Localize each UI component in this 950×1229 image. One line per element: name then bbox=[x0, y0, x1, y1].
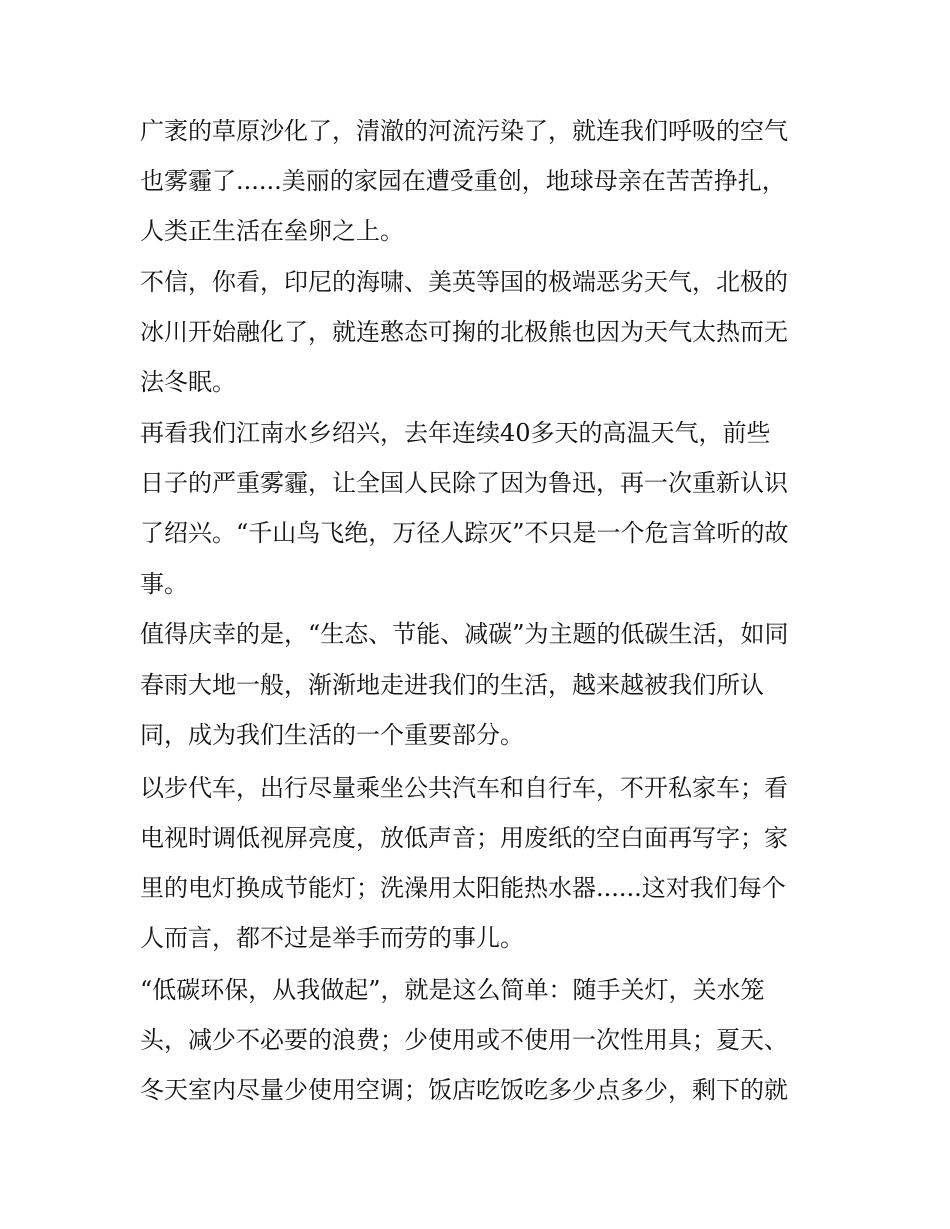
text-line: 人类正生活在垒卵之上。 bbox=[140, 217, 404, 245]
text-line: 了绍兴。“千山鸟飞绝，万径人踪灭”不只是一个危言耸听的故 bbox=[140, 519, 789, 547]
text-line: 头，减少不必要的浪费；少使用或不使用一次性用具；夏天、 bbox=[140, 1026, 788, 1054]
text-line: 不信，你看，印尼的海啸、美英等国的极端恶劣天气，北极的 bbox=[140, 268, 788, 296]
text-line: 人而言，都不过是举手而劳的事儿。 bbox=[140, 924, 524, 952]
text-line: 日子的严重雾霾，让全国人民除了因为鲁迅，再一次重新认识 bbox=[140, 469, 788, 497]
text-line: 春雨大地一般，渐渐地走进我们的生活，越来越被我们所认 bbox=[140, 671, 764, 699]
text-line: 里的电灯换成节能灯；洗澡用太阳能热水器......这对我们每个 bbox=[140, 874, 786, 902]
text-line: 电视时调低视屏亮度，放低声音；用废纸的空白面再写字；家 bbox=[140, 824, 788, 852]
text-line: 冬天室内尽量少使用空调；饭店吃饭吃多少点多少，剩下的就 bbox=[140, 1076, 788, 1104]
text-line: 再看我们江南水乡绍兴，去年连续40多天的高温天气，前些 bbox=[140, 419, 771, 447]
text-line: “低碳环保，从我做起”，就是这么简单：随手关灯，关水笼 bbox=[140, 976, 765, 1004]
text-line: 事。 bbox=[140, 570, 188, 598]
text-line: 广袤的草原沙化了，清澈的河流污染了，就连我们呼吸的空气 bbox=[140, 117, 788, 145]
text-line: 同，成为我们生活的一个重要部分。 bbox=[140, 721, 524, 749]
text-line: 冰川开始融化了，就连憨态可掬的北极熊也因为天气太热而无 bbox=[140, 318, 788, 346]
text-line: 也雾霾了......美丽的家园在遭受重创，地球母亲在苦苦挣扎， bbox=[140, 167, 786, 195]
text-line: 法冬眠。 bbox=[140, 368, 236, 396]
text-line: 以步代车，出行尽量乘坐公共汽车和自行车，不开私家车；看 bbox=[140, 774, 788, 802]
text-line: 值得庆幸的是，“生态、节能、减碳”为主题的低碳生活，如同 bbox=[140, 620, 789, 648]
